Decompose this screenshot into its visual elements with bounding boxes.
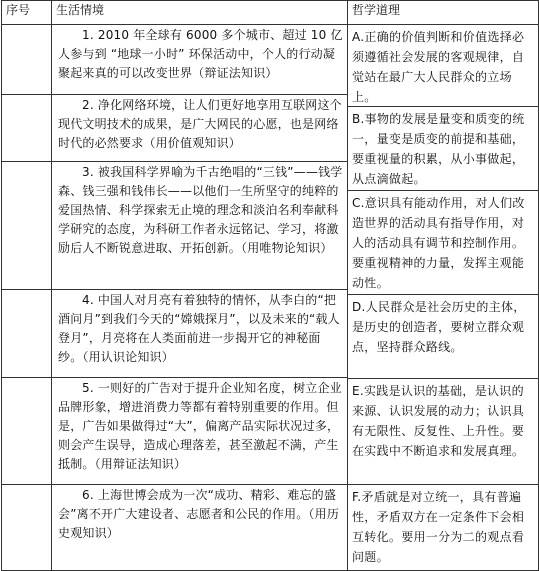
philosophy-matching-table [1,0,539,571]
philosophy-item-c: C.意识具有能动作用，对人们改造世界的活动具有指导作用，对人的活动具有调节和控制作用。要重视精神的力量，发挥主观能动性。 [348,190,538,294]
situation-cell-5 [52,378,348,485]
header-situation: 生活情境 [52,1,348,25]
philosophy-matching-table-container [1,0,538,564]
philosophy-item-a: A.正确的价值判断和价值选择必须遵循社会发展的客观规律，自觉站在最广大人民群众的立场上。 [352,30,525,104]
situation-text: 5. 一则好的广告对于提升企业知名度，树立企业品牌形象，增进消费力等都有着特别重要的作用。但是，广告如果做得过“大”，偏离产品实际状况过多，则会产生误导，造成心理落差，甚至激起不满，产生抵制。（用辩证法知识） [58,381,342,472]
table-row [2,25,539,95]
situation-cell-6 [52,485,348,571]
situation-cell-3 [52,162,348,290]
philosophy-cell [348,25,539,571]
situation-text: 4. 中国人对月亮有着独特的情怀，从李白的“把酒问月”到我们今天的“嫦娥探月”，以及未来的“载人登月”，月亮将在人类面前进一步揭开它的神秘面纱。（用认识论知识） [58,293,340,365]
header-seq: 序号 [2,1,52,25]
situation-cell-1 [52,25,348,95]
situation-cell-2 [52,95,348,162]
header-philosophy: 哲学道理 [348,1,539,25]
philosophy-item-b: B.事物的发展是量变和质变的统一，量变是质变的前提和基础，要重视量的积累，从小事做起，从点滴做起。 [348,106,538,190]
philosophy-item-d: D.人民群众是社会历史的主体，是历史的创造者，要树立群众观点，坚持群众路线。 [348,294,538,378]
table-header-row [2,1,539,25]
situation-text: 2. 净化网络环境，让人们更好地享用互联网这个现代文明技术的成果，是广大网民的心愿，也是网络时代的必然要求（用价值观知识） [58,98,342,151]
philosophy-item-f: F.矛盾就是对立统一，具有普遍性，矛盾双方在一定条件下会相互转化。要用一分为二的观点看问题。 [348,484,538,570]
situation-text: 1. 2010 年全球有 6000 多个城市、超过 10 亿人参与到 “地球一小时” 环保活动中，个人的行动凝聚起来真的可以改变世界（辩证法知识） [58,28,343,80]
row-seq-cell [2,95,52,162]
situation-cell-4 [52,290,348,378]
situation-text: 3. 被我国科学界喻为千古绝唱的“三钱”——钱学森、钱三强和钱伟长——以他们一生所坚守的纯粹的爱国热情、科学探索无止境的理念和淡泊名利奉献科学研究的态度，为科研工作者永远铭记、学习，将激励后人不断锐意进取、开拓创新。（用唯物论知识） [58,165,343,256]
situation-text: 6. 上海世博会成为一次“成功、精彩、难忘的盛会”离不开广大建设者、志愿者和公民的作用。（用历史观知识） [58,488,340,541]
philosophy-item-e: E.实践是认识的基础，是认识的来源、认识发展的动力；认识具有无限性、反复性、上升性。要在实践中不断追求和发展真理。 [348,378,538,484]
row-seq-cell [2,25,52,95]
row-seq-cell [2,290,52,378]
row-seq-cell [2,378,52,485]
row-seq-cell [2,162,52,290]
row-seq-cell [2,485,52,571]
